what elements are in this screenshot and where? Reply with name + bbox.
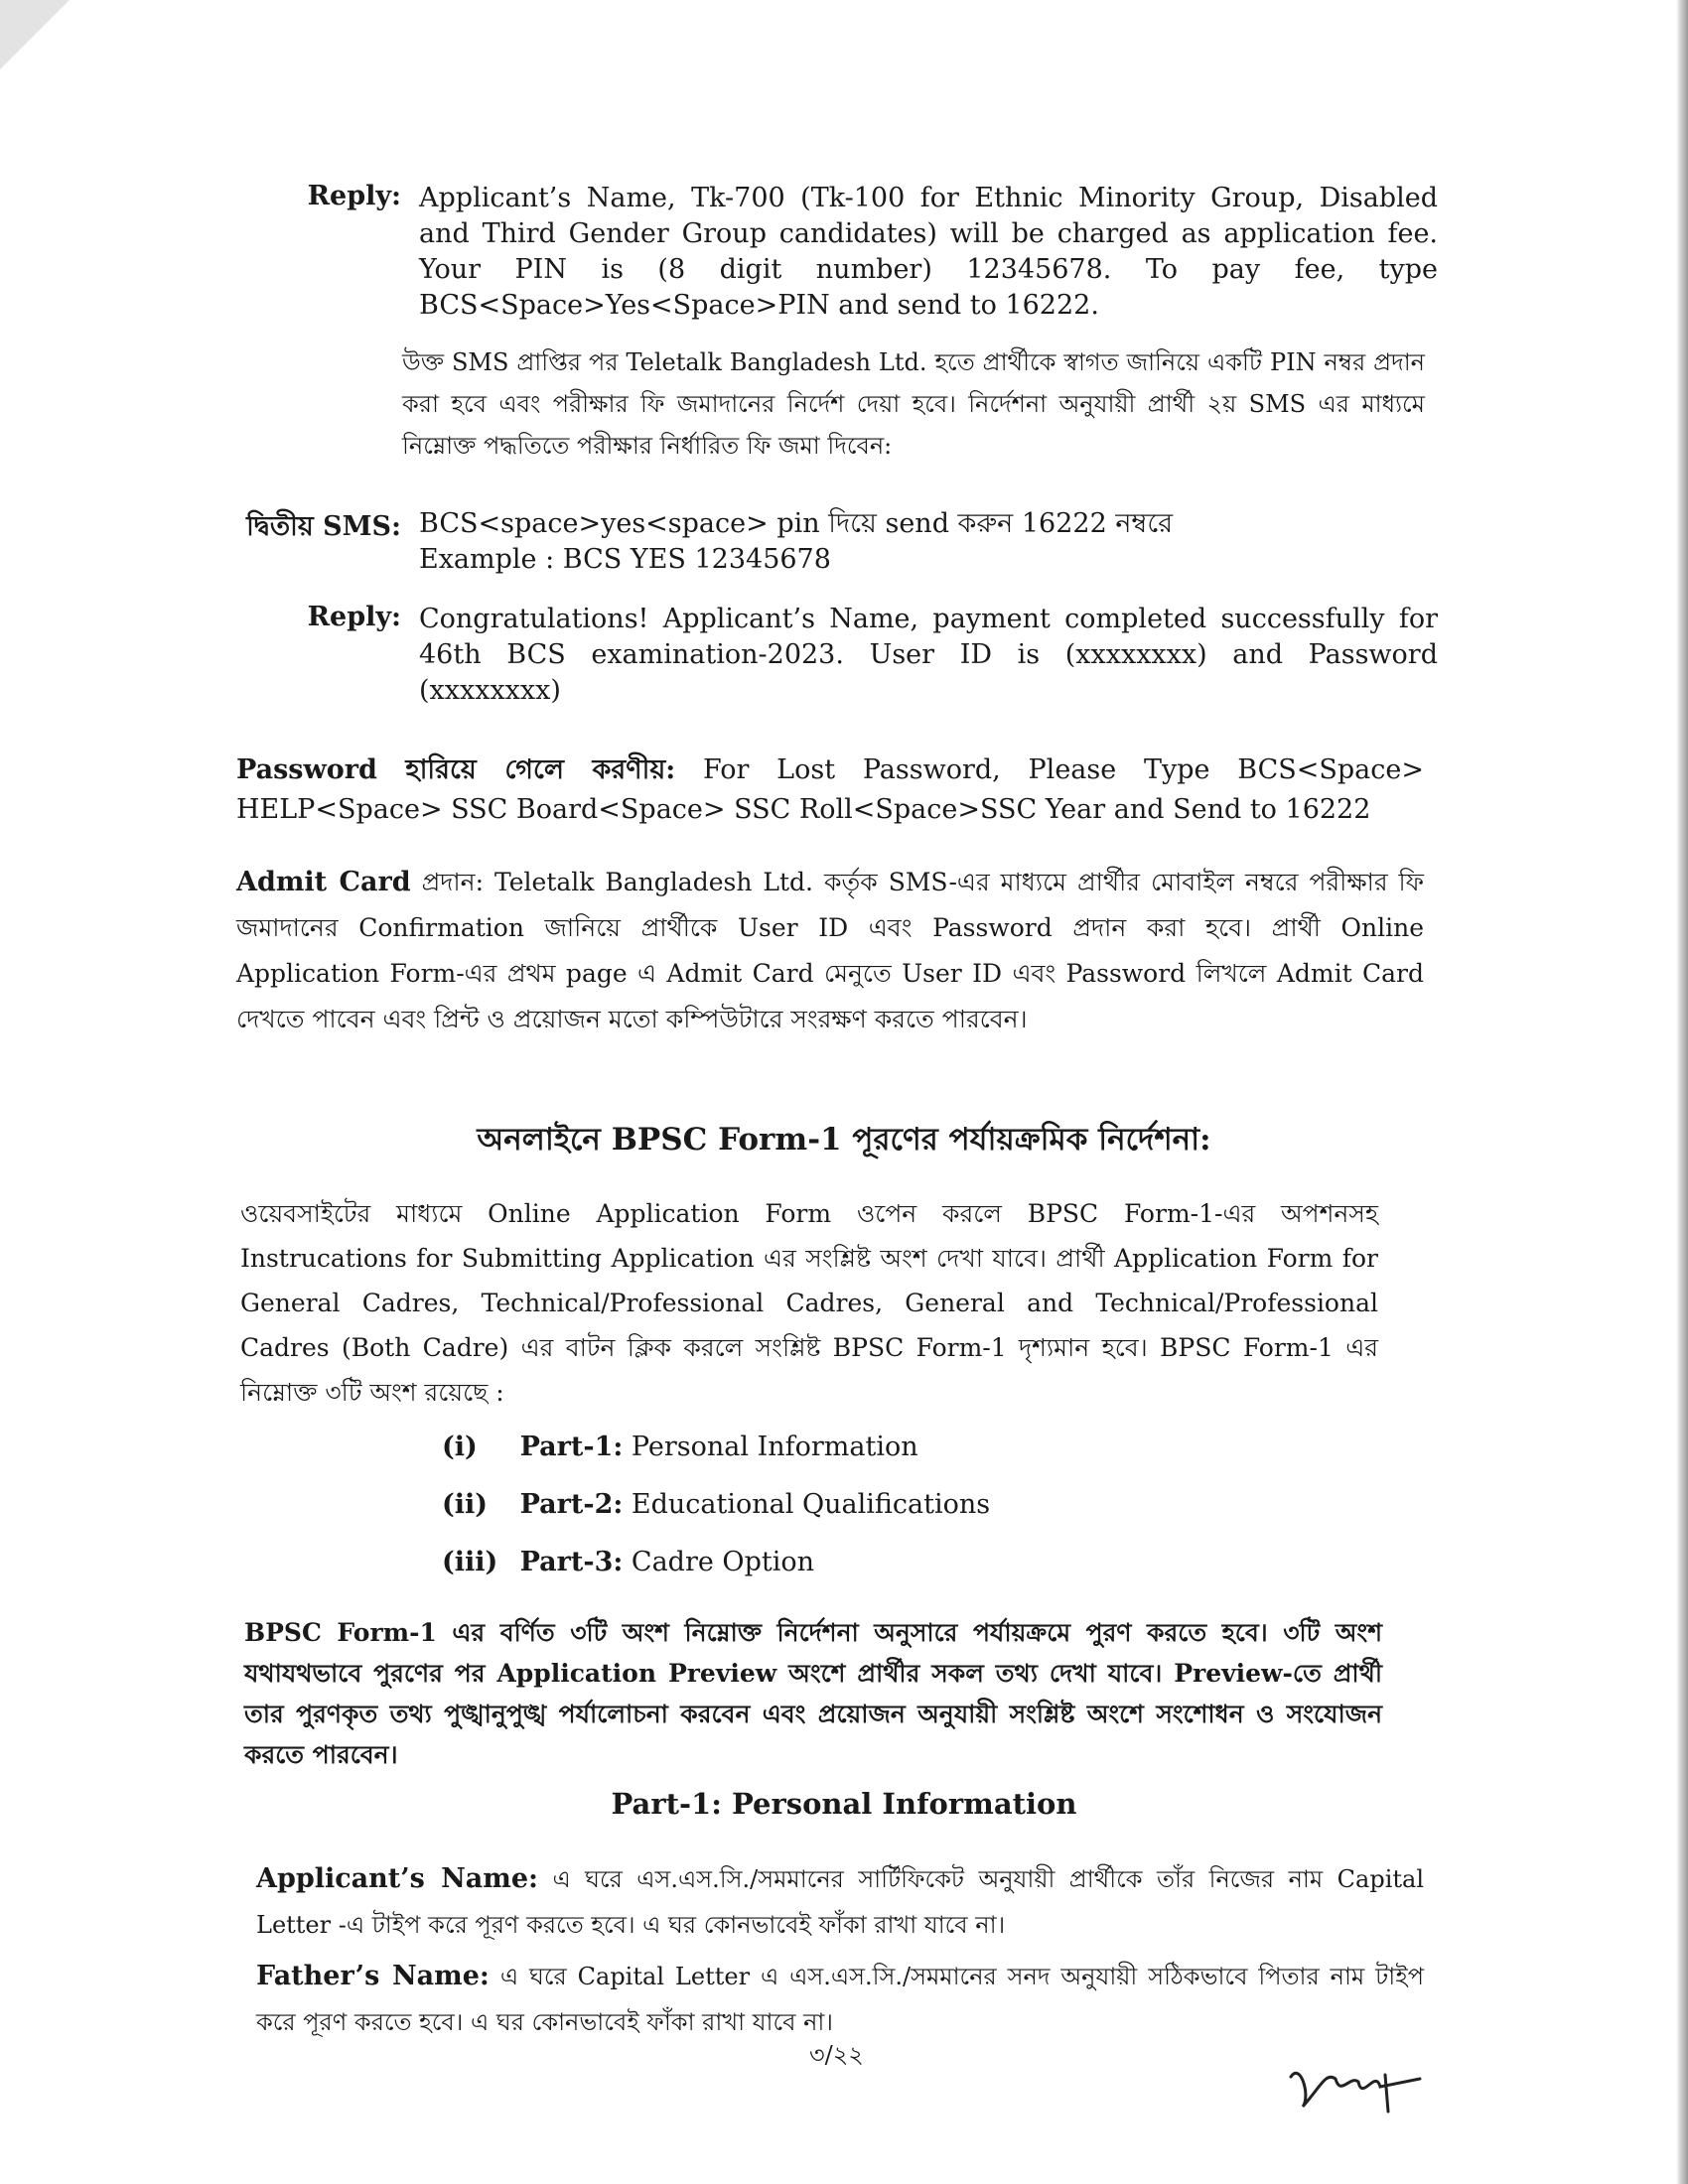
applicant-name-paragraph xyxy=(256,1856,1424,1948)
part-2-label: Part-2: xyxy=(519,1489,624,1520)
part-1-number: (i) xyxy=(442,1432,478,1462)
part-3-label: Part-3: xyxy=(519,1547,624,1577)
reply-2-label: Reply: xyxy=(307,602,401,632)
second-sms-line-2: Example : BCS YES 12345678 xyxy=(419,544,831,575)
scan-edge-shadow xyxy=(1676,0,1688,2184)
part-3-text: Cadre Option xyxy=(631,1547,814,1577)
intro-paragraph: ওয়েবসাইটের মাধ্যমে Online Application Form ওপেন করলে BPSC Form-1-এর অপশনসহ Instrucations for Submitting Application এর সংশ্লিষ্ট অংশ দেখা যাবে। প্রার্থী Application Form for General Cadres, Technical/Professional Cadres, General and Technical/Professional Cadres (Both Cadre) এর বাটন ক্লিক করলে সংশ্লিষ্ট BPSC Form-1 দৃশ্যমান হবে। BPSC Form-1 এর নিম্নোক্ত ৩টি অংশ রয়েছে : xyxy=(240,1199,1378,1407)
applicant-name-label: Applicant’s Name: xyxy=(256,1863,538,1894)
part-1-heading: Part-1: Personal Information xyxy=(611,1787,1077,1821)
admit-card-paragraph xyxy=(236,860,1424,1042)
part-1-text: Personal Information xyxy=(631,1432,918,1462)
reply-2-text: Congratulations! Applicant’s Name, payment completed successfully for 46th BCS examination-2023. User ID is (xxxxxxxx) and Password (xxxxxxxx) xyxy=(419,604,1438,706)
admit-card-text: প্রদান: Teletalk Bangladesh Ltd. কর্তৃক SMS-এর মাধ্যমে প্রার্থীর মোবাইল নম্বরে পরীক্ষার ফি জমাদানের Confirmation জানিয়ে প্রার্থীকে User ID এবং Password প্রদান করা হবে। প্রার্থী Online Application Form-এর প্রথম page এ Admit Card মেনুতে User ID এবং Password লিখলে Admit Card দেখতে পাবেন এবং প্রিন্ট ও প্রয়োজন মতো কম্পিউটারে সংরক্ষণ করতে পারবেন। xyxy=(236,868,1424,1033)
admit-card-label: Admit Card xyxy=(236,867,411,897)
part-list-item-2 xyxy=(442,1489,990,1520)
password-lost-paragraph xyxy=(236,751,1424,830)
second-sms-lines xyxy=(401,506,1438,578)
password-lost-text: For Lost Password, Please Type BCS<Space> HELP<Space> SSC Board<Space> SSC Roll<Space>SSC Year and Send to 16222 xyxy=(236,754,1425,825)
form-instruction-paragraph: BPSC Form-1 এর বর্ণিত ৩টি অংশ নিম্নোক্ত নির্দেশনা অনুসারে পর্যায়ক্রমে পুরণ করতে হবে। ৩টি অংশ যথাযথভাবে পুরণের পর Application Preview অংশে প্রার্থীর সকল তথ্য দেখা যাবে। Preview-তে প্রার্থী তার পুরণকৃত তথ্য পুঙ্খানুপুঙ্খ পর্যালোচনা করবেন এবং প্রয়োজন অনুযায়ী সংশ্লিষ্ট অংশে সংশোধন ও সংযোজন করতে পারবেন। xyxy=(244,1618,1382,1769)
reply-1-text: Applicant’s Name, Tk-700 (Tk-100 for Ethnic Minority Group, Disabled and Third Gender Group candidates) will be charged as application fee. Your PIN is (8 digit number) 12345678. To pay fee, type BCS<Space>Yes<Space>PIN and send to 16222. xyxy=(419,183,1438,321)
applicant-name-text: এ ঘরে এস.এস.সি./সমমানের সার্টিফিকেট অনুযায়ী প্রার্থীকে তাঁর নিজের নাম Capital Letter -এ টাইপ করে পূরণ করতে হবে। এ ঘর কোনভাবেই ফাঁকা রাখা যাবে না। xyxy=(256,1865,1424,1939)
part-list-item-3 xyxy=(442,1547,814,1577)
father-name-paragraph xyxy=(256,1954,1424,2045)
sms-note-paragraph: উক্ত SMS প্রাপ্তির পর Teletalk Bangladesh Ltd. হতে প্রার্থীকে স্বাগত জানিয়ে একটি PIN নম্বর প্রদান করা হবে এবং পরীক্ষার ফি জমাদানের নির্দেশ দেয়া হবে। নির্দেশনা অনুযায়ী প্রার্থী ২য় SMS এর মাধ্যমে নিম্নোক্ত পদ্ধতিতে পরীক্ষার নির্ধারিত ফি জমা দিবেন: xyxy=(402,348,1425,460)
signature xyxy=(1281,2057,1430,2130)
part-2-text: Educational Qualifications xyxy=(631,1489,991,1520)
signature-drawing xyxy=(1281,2057,1430,2126)
second-sms-line-1: BCS<space>yes<space> pin দিয়ে send করুন 16222 নম্বরে xyxy=(419,508,1174,539)
father-name-label: Father’s Name: xyxy=(256,1961,490,1991)
page-number: ৩/২২ xyxy=(809,2041,864,2069)
section-heading: অনলাইনে BPSC Form-1 পূরণের পর্যায়ক্রমিক নির্দেশনা: xyxy=(477,1122,1211,1158)
part-1-label: Part-1: xyxy=(519,1432,624,1462)
part-list-item-1 xyxy=(442,1432,918,1462)
father-name-text: এ ঘরে Capital Letter এ এস.এস.সি./সমমানের সনদ অনুযায়ী সঠিকভাবে পিতার নাম টাইপ করে পূরণ করতে হবে। এ ঘর কোনভাবেই ফাঁকা রাখা যাবে না। xyxy=(256,1963,1424,2036)
reply-1-label: Reply: xyxy=(307,181,401,211)
folded-corner xyxy=(0,0,70,69)
password-lost-label: Password হারিয়ে গেলে করণীয়: xyxy=(236,754,676,785)
part-2-number: (ii) xyxy=(442,1489,489,1520)
part-3-number: (iii) xyxy=(442,1547,498,1577)
second-sms-label: দ্বিতীয় SMS: xyxy=(246,511,401,542)
